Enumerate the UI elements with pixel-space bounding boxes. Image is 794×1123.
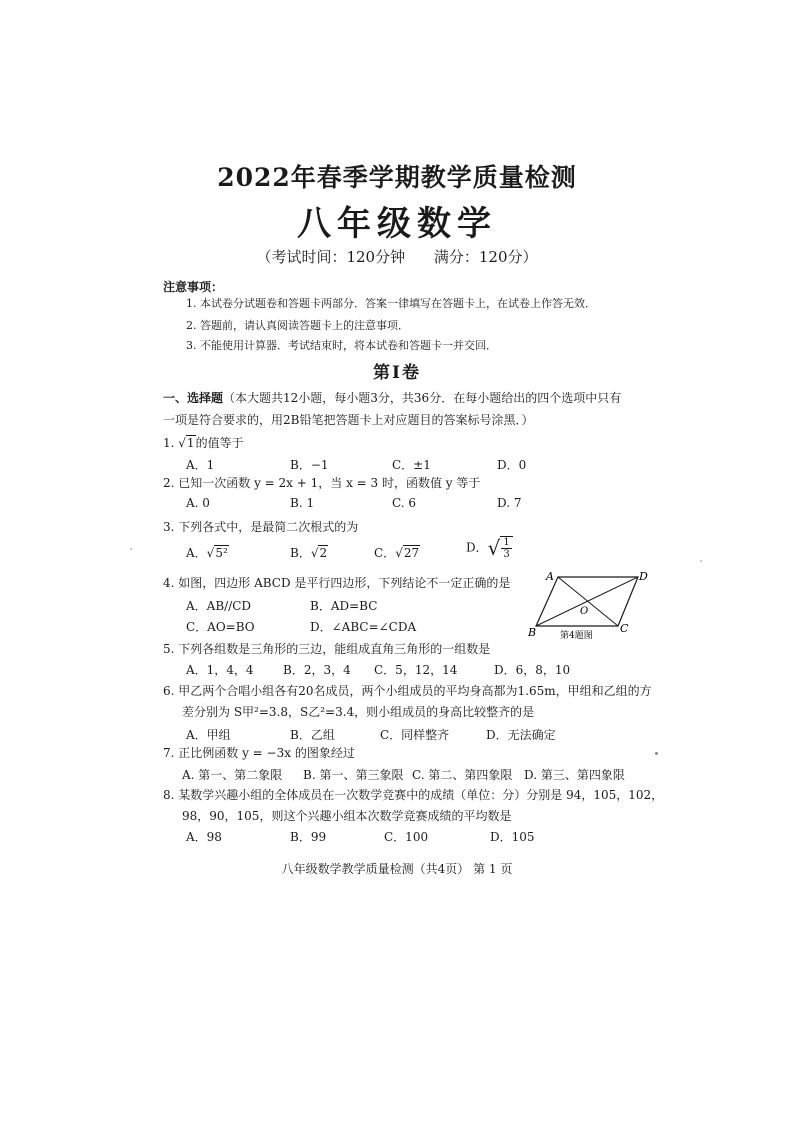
question-2-stem: 2. 已知一次函数 y = 2x + 1，当 x = 3 时，函数值 y 等于	[163, 476, 481, 490]
q3-option-d: D．√ $\frac{1}{3}$	[466, 536, 513, 560]
label-c: C	[620, 622, 629, 635]
figure-caption: 第4题图	[560, 631, 593, 641]
question-6-stem: 6. 甲乙两个合唱小组各有20名成员，两个小组成员的平均身高都为1.65m，甲组和乙组的方	[163, 684, 652, 698]
question-8-stem-cont: 98，90，105，则这个兴趣小组本次数学竞赛成绩的平均数是	[182, 809, 512, 823]
q3-frac-num: 1	[503, 537, 510, 548]
section-intro	[163, 387, 633, 431]
q8-option-b: B．99	[290, 830, 327, 844]
q6-option-a: A．甲组	[186, 728, 231, 742]
note-item: 3. 不能使用计算器．考试结束时，将本试卷和答题卡一并交回．	[186, 339, 497, 352]
question-3-stem: 3. 下列各式中，是最简二次根式的为	[163, 520, 359, 534]
q5-option-d: D．6，8，10	[494, 663, 571, 677]
question-4-stem: 4. 如图，四边形 ABCD 是平行四边形，下列结论不一定正确的是	[163, 576, 511, 590]
label-o: O	[580, 606, 589, 617]
q8-option-a: A．98	[186, 830, 222, 844]
q3-option-c: C．√27	[374, 546, 420, 560]
q3-option-c-label: C．	[374, 546, 396, 560]
q3-option-d-label: D．	[466, 540, 488, 555]
question-6-stem-cont: 差分别为 S甲²=3.8，S乙²=3.4，则小组成员的身高比较整齐的是	[182, 705, 535, 719]
question-1-stem: 1. √1的值等于	[163, 436, 244, 450]
q4-option-c: C．AO=BO	[186, 620, 255, 634]
q1-option-c: C．±1	[392, 458, 431, 472]
q1-radicand: 1	[186, 436, 195, 450]
q3-option-a-label: A．	[186, 546, 207, 560]
q8-option-d: D．105	[490, 830, 535, 844]
q2-option-c: C. 6	[392, 496, 417, 510]
q3-option-d-fraction	[500, 536, 512, 560]
q3-option-a-radicand: 5²	[215, 546, 228, 560]
q6-option-c: C．同样整齐	[380, 728, 450, 742]
q2-option-a: A. 0	[186, 496, 210, 510]
scan-speck	[700, 560, 702, 562]
q4-option-b: B．AD=BC	[310, 599, 378, 613]
label-b: B	[528, 626, 537, 639]
q2-option-b: B. 1	[290, 496, 315, 510]
exam-time: （考试时间：120分钟	[256, 248, 406, 266]
q3-option-c-radicand: 27	[403, 546, 420, 560]
q8-option-c: C．100	[384, 830, 429, 844]
q7-option-d: D. 第三、第四象限	[524, 768, 625, 782]
q4-option-a: A．AB//CD	[186, 599, 252, 613]
q5-option-a: A．1，4，4	[186, 663, 254, 677]
q1-text: 的值等于	[195, 436, 244, 450]
page-footer: 八年级数学教学质量检测（共4页） 第 1 页	[281, 862, 513, 876]
q2-option-d: D. 7	[497, 496, 522, 510]
q3-frac-den: 3	[503, 549, 510, 560]
label-a: A	[546, 570, 554, 583]
q5-option-b: B．2，3，4	[283, 663, 351, 677]
q3-option-a: A．√5²	[186, 546, 228, 560]
scan-speck	[130, 548, 132, 550]
q7-option-b: B. 第一、第三象限	[303, 768, 404, 782]
q3-option-b-label: B．	[290, 546, 311, 560]
q3-option-b-radicand: 2	[319, 546, 328, 560]
q7-option-c: C. 第二、第四象限	[412, 768, 513, 782]
notes-heading: 注意事项：	[163, 280, 224, 294]
note-item: 2. 答题前，请认真阅读答题卡上的注意事项．	[186, 319, 409, 332]
diagonal-bd	[536, 577, 638, 626]
subject-title: 八年级数学	[297, 204, 497, 244]
scan-speck	[655, 752, 658, 755]
parallelogram-figure	[528, 568, 648, 644]
question-8-stem: 8. 某数学兴趣小组的全体成员在一次数学竞赛中的成绩（单位：分）分别是 94，105，102，	[163, 788, 664, 802]
question-7-stem: 7. 正比例函数 y = −3x 的图象经过	[163, 746, 355, 760]
section-label: 一、选择题	[163, 391, 224, 405]
q7-option-a: A. 第一、第二象限	[182, 768, 283, 782]
q3-option-b: B．√2	[290, 546, 328, 560]
label-d: D	[639, 570, 648, 583]
volume-heading: 第Ⅰ卷	[373, 363, 421, 383]
q6-option-b: B．乙组	[290, 728, 335, 742]
q1-number: 1.	[163, 436, 179, 450]
exam-meta	[0, 246, 794, 267]
note-item: 1. 本试卷分试题卷和答题卡两部分．答案一律填写在答题卡上，在试卷上作答无效．	[186, 297, 596, 310]
q1-option-b: B．−1	[290, 458, 329, 472]
q5-option-c: C．5，12，14	[374, 663, 458, 677]
q6-option-d: D．无法确定	[486, 728, 556, 742]
exam-title: 2022年春季学期教学质量检测	[217, 163, 577, 192]
q1-option-d: D．0	[497, 458, 527, 472]
section-desc: （本大题共12小题，每小题3分，共36分．在每小题给出的四个选项中只有一项是符合要求的，用2B铅笔把答题卡上对应题目的答案标号涂黑．）	[163, 391, 622, 427]
q1-option-a: A．1	[186, 458, 215, 472]
q4-option-d: D．∠ABC=∠CDA	[310, 620, 417, 634]
exam-score: 满分：120分）	[433, 248, 538, 266]
question-5-stem: 5. 下列各组数是三角形的三边，能组成直角三角形的一组数是	[163, 642, 491, 656]
